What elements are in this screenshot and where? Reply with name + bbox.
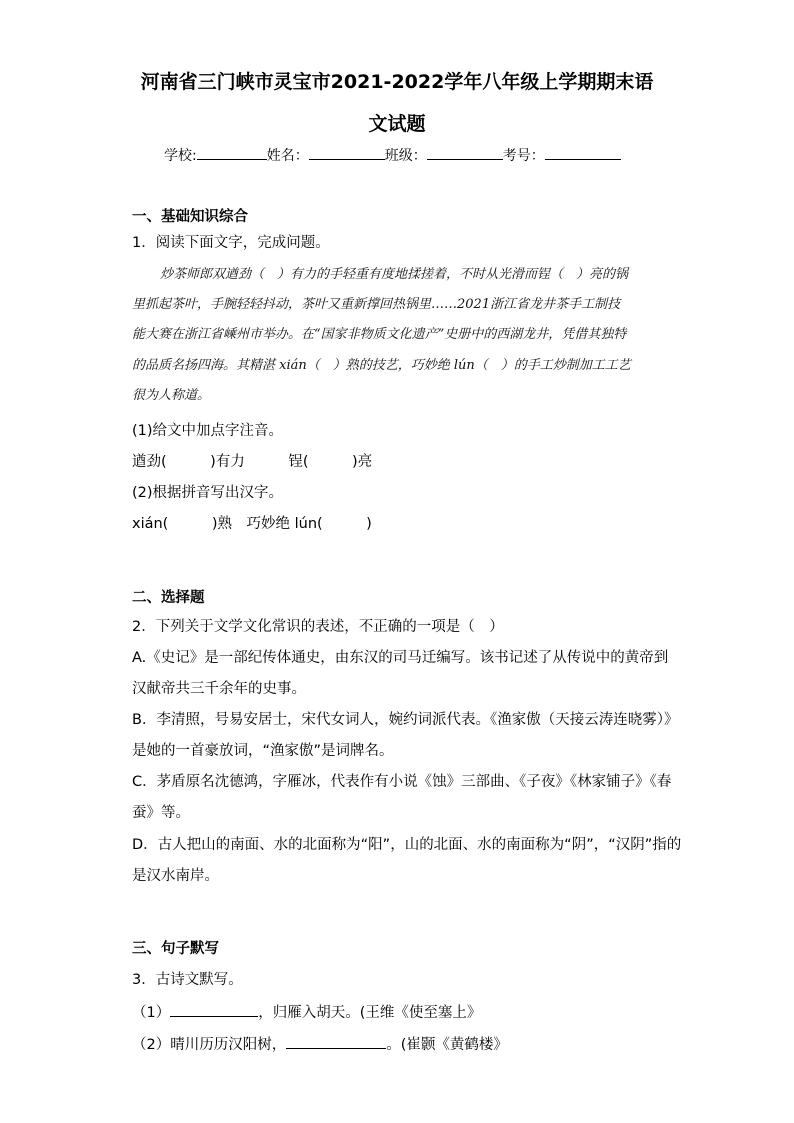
name-label: 姓名： xyxy=(266,148,309,164)
item-1-suffix: ，归雁入胡天。(王维《使至塞上》 xyxy=(258,1005,482,1021)
option-b-line-2: 是她的一首豪放词，“渔家傲”是词牌名。 xyxy=(132,743,394,759)
question-3-item-2 xyxy=(132,1034,508,1054)
option-a-line-2: 汉献帝共三千余年的史事。 xyxy=(132,681,306,697)
question-1-sub1-answer[interactable]: 遒劲( )有力 锃( )亮 xyxy=(132,454,373,470)
item-2-prefix: （2）晴川历历汉阳树， xyxy=(132,1037,287,1053)
class-label: 班级： xyxy=(384,148,427,164)
id-blank[interactable] xyxy=(545,145,621,160)
question-1-stem: 1．阅读下面文字，完成问题。 xyxy=(132,235,330,251)
option-c-line-1: C．茅盾原名沈德鸿，字雁冰，代表作有小说《蚀》三部曲、《子夜》《林家铺子》《春 xyxy=(132,774,672,790)
question-1-sub1: (1)给文中加点字注音。 xyxy=(132,423,284,439)
question-1-sub2-answer[interactable]: xián( )熟 巧妙绝 lún( ) xyxy=(132,516,372,532)
id-label: 考号： xyxy=(502,148,545,164)
passage-line-3: 能大赛在浙江省嵊州市举办。在“国家非物质文化遗产”史册中的西湖龙井，凭借其独特 xyxy=(132,327,627,342)
school-label: 学校: xyxy=(164,148,197,164)
item-1-prefix: （1） xyxy=(132,1005,171,1021)
passage-line-2: 里抓起茶叶，手腕轻轻抖动，茶叶又重新撑回热锅里……2021浙江省龙井茶手工制技 xyxy=(132,297,621,312)
passage-line-1: 炒茶师郎双遒劲（ ）有力的手轻重有度地揉搓着，不时从光滑而锃（ ）亮的锅 xyxy=(160,267,629,282)
question-3-item-1 xyxy=(132,1002,481,1022)
name-blank[interactable] xyxy=(309,145,385,160)
item-2-blank[interactable] xyxy=(286,1034,386,1049)
option-b-line-1: B．李清照，号易安居士，宋代女词人，婉约词派代表。《渔家傲（天接云涛连晓雾）》 xyxy=(132,712,679,728)
item-2-suffix: 。(崔颢《黄鹤楼》 xyxy=(386,1037,508,1053)
option-a-line-1: A.《史记》是一部纪传体通史，由东汉的司马迁编写。该书记述了从传说中的黄帝到 xyxy=(132,650,669,666)
section-heading-2: 二、选择题 xyxy=(132,590,205,606)
option-d-line-1: D．古人把山的南面、水的北面称为“阳”，山的北面、水的南面称为“阴”，“汉阴”指的 xyxy=(132,837,682,853)
option-d-line-2: 是汉水南岸。 xyxy=(132,868,219,884)
class-blank[interactable] xyxy=(427,145,503,160)
item-1-blank[interactable] xyxy=(170,1002,258,1017)
section-heading-1: 一、基础知识综合 xyxy=(132,209,248,225)
page-title-line1: 河南省三门峡市灵宝市2021-2022学年八年级上学期期末语 xyxy=(140,71,654,93)
section-heading-3: 三、句子默写 xyxy=(132,941,219,957)
question-2-stem: 2．下列关于文学文化常识的表述，不正确的一项是（ ） xyxy=(132,619,504,635)
school-blank[interactable] xyxy=(197,145,267,160)
passage-line-5: 很为人称道。 xyxy=(132,388,211,403)
page-title-line2: 文试题 xyxy=(368,113,426,135)
student-info-row xyxy=(164,145,621,165)
passage-line-4: 的品质名扬四海。其精湛 xián（ ）熟的技艺，巧妙绝 lún（ ）的手工炒制加工工艺 xyxy=(132,358,631,373)
question-1-sub2: (2)根据拼音写出汉字。 xyxy=(132,485,284,501)
option-c-line-2: 蚕》等。 xyxy=(132,805,190,821)
question-3-stem: 3．古诗文默写。 xyxy=(132,972,243,988)
